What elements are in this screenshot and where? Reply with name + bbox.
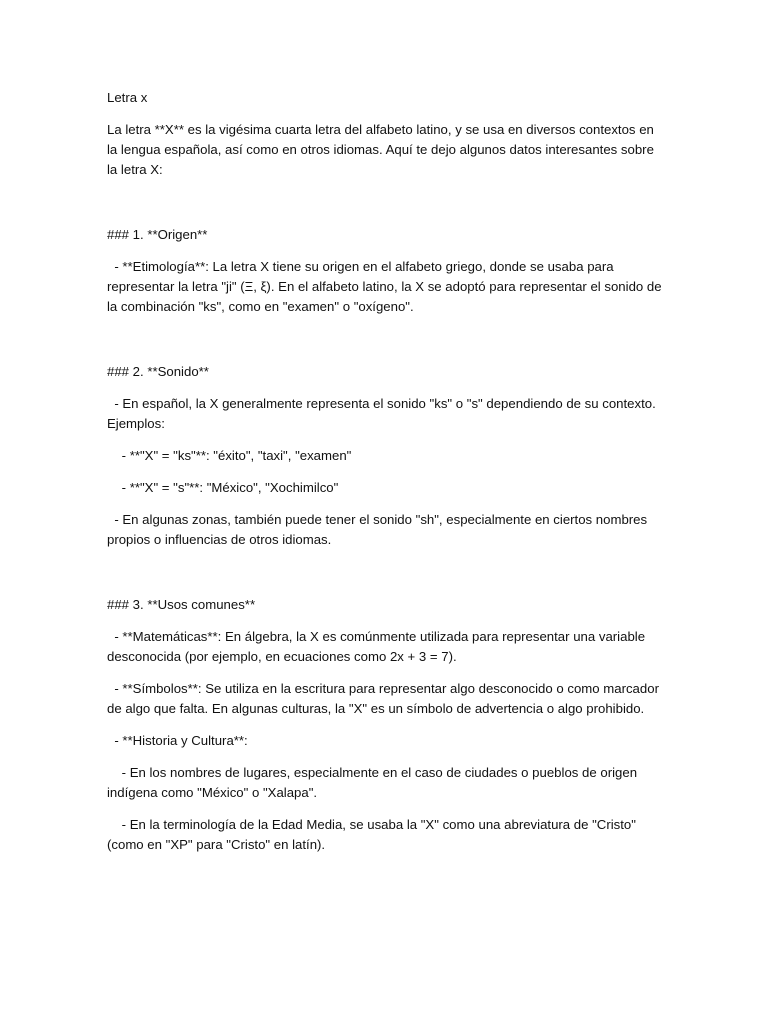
- document-title: Letra x: [107, 90, 148, 105]
- section-paragraph: - **Matemáticas**: En álgebra, la X es comúnmente utilizada para representar una variable desconocida (por ejemplo, en ecuaciones como 2x + 3 = 7).: [107, 629, 649, 664]
- section-paragraph: - En español, la X generalmente representa el sonido "ks" o "s" dependiendo de su contexto. Ejemplos:: [107, 396, 660, 431]
- section-paragraph: - En algunas zonas, también puede tener el sonido "sh", especialmente en ciertos nombres propios o influencias de otros idiomas.: [107, 512, 651, 547]
- spacer: [107, 615, 667, 627]
- spacer: [107, 667, 667, 679]
- section-paragraph: - **"X" = "s"**: "México", "Xochimilco": [107, 480, 339, 495]
- section-heading-usos-comunes: ### 3. **Usos comunes**: [107, 597, 256, 612]
- section-heading-sonido: ### 2. **Sonido**: [107, 364, 209, 379]
- section-paragraph: - **Historia y Cultura**:: [107, 733, 248, 748]
- spacer: [107, 108, 667, 120]
- spacer: [107, 317, 667, 362]
- section-paragraph: - **Símbolos**: Se utiliza en la escritura para representar algo desconocido o como marcador de algo que falta. En algunas culturas, la "X" es un símbolo de advertencia o algo prohibido.: [107, 681, 663, 716]
- spacer: [107, 751, 667, 763]
- spacer: [107, 382, 667, 394]
- section-paragraph: - **Etimología**: La letra X tiene su origen en el alfabeto griego, donde se usaba para representar la letra "ji" (Ξ, ξ). En el alfabeto latino, la X se adoptó para representar el sonido de la combinación "ks", como en "examen" o "oxígeno".: [107, 259, 666, 314]
- section-paragraph: - En los nombres de lugares, especialmente en el caso de ciudades o pueblos de origen indígena como "México" o "Xalapa".: [107, 765, 641, 800]
- section-heading-origen: ### 1. **Origen**: [107, 227, 208, 242]
- spacer: [107, 550, 667, 595]
- spacer: [107, 498, 667, 510]
- intro-paragraph: La letra **X** es la vigésima cuarta letra del alfabeto latino, y se usa en diversos contextos en la lengua española, así como en otros idiomas. Aquí te dejo algunos datos interesantes sobre la letra X:: [107, 122, 658, 177]
- spacer: [107, 180, 667, 225]
- section-paragraph: - **"X" = "ks"**: "éxito", "taxi", "examen": [107, 448, 352, 463]
- spacer: [107, 245, 667, 257]
- spacer: [107, 466, 667, 478]
- spacer: [107, 434, 667, 446]
- spacer: [107, 803, 667, 815]
- section-paragraph: - En la terminología de la Edad Media, se usaba la "X" como una abreviatura de "Cristo" (como en "XP" para "Cristo" en latín).: [107, 817, 640, 852]
- document-page: [107, 88, 667, 855]
- spacer: [107, 719, 667, 731]
